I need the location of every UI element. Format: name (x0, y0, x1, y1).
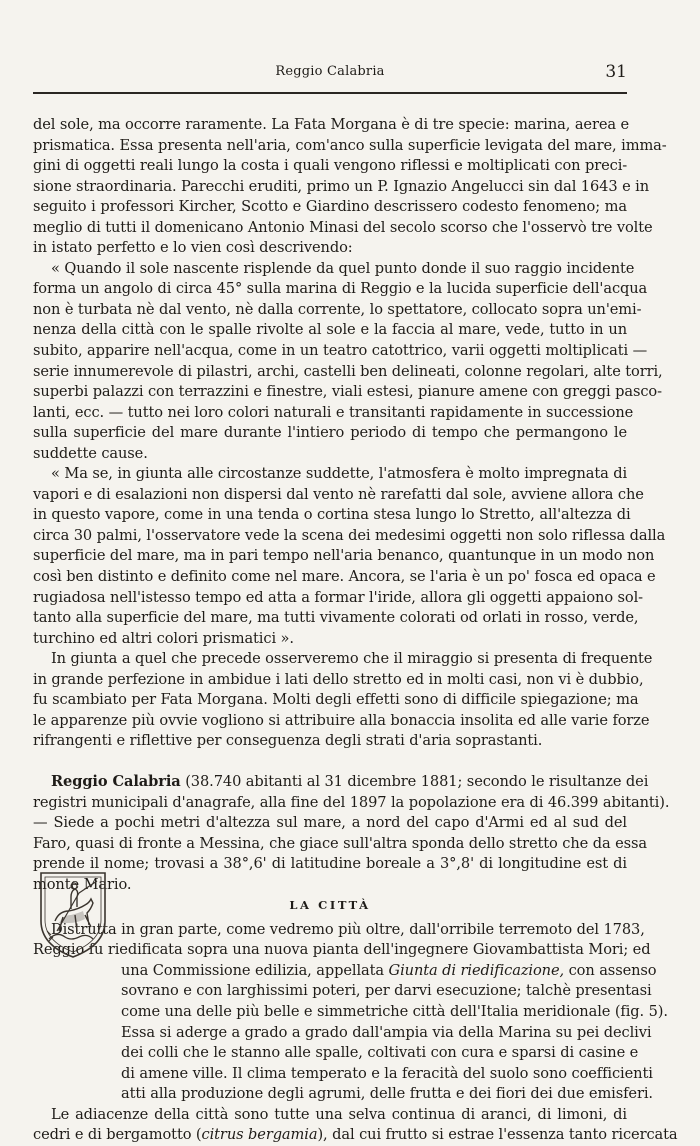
text-line: vapori e di esalazioni non dispersi dal vento nè rarefatti dal sole, avviene allora che (33, 485, 644, 503)
page-header (33, 62, 627, 86)
text-line: rifrangenti e riflettive per conseguenza degli strati d'aria soprastanti. (33, 732, 543, 750)
body-text (33, 115, 678, 1146)
text-line: meglio di tutti il domenicano Antonio Minasi del secolo scorso che l'osservò tre volte (33, 218, 653, 236)
section-heading: LA CITTÀ (289, 898, 371, 913)
text-line: rugiadosa nell'istesso tempo ed atta a formar l'iride, allora gli oggetti appaiono sol- (33, 588, 644, 606)
text-line: di amene ville. Il clima temperato e la feracità del suolo sono coefficienti (121, 1064, 653, 1082)
text-fragment: cedri e di bergamotto ( (33, 1126, 202, 1144)
text-line: serie innumerevole di pilastri, archi, castelli ben delineati, colonne regolari, alte torri, (33, 362, 663, 380)
text-line: forma un angolo di circa 45° sulla marina di Reggio e la lucida superficie dell'acqua (33, 280, 648, 298)
text-line: nenza della città con le spalle rivolte al sole e la faccia al mare, vede, tutto in un (33, 321, 627, 339)
text-line: così ben distinto e definito come nel mare. Ancora, se l'aria è un po' fosca ed opaca e (33, 568, 656, 586)
text-line (33, 772, 649, 793)
text-line: in questo vapore, come in una tenda o cortina stesa lungo lo Stretto, all'altezza di (33, 506, 631, 524)
text-fragment: una Commissione edilizia, appellata (121, 961, 389, 979)
text-line: non è turbata nè dal vento, nè dalla corrente, lo spettatore, collocato sopra un'emi- (33, 300, 642, 318)
text-line: In giunta a quel che precede osserveremo che il miraggio si presenta di frequente (51, 650, 653, 668)
text-line (33, 961, 657, 982)
text-line: circa 30 palmi, l'osservatore vede la scena dei medesimi oggetti non solo riflessa dalla (33, 526, 666, 544)
text-line: atti alla produzione degli agrumi, delle frutta e dei fiori dei due emisferi. (121, 1085, 653, 1103)
text-line: suddette cause. (33, 444, 148, 462)
coat-of-arms-icon (33, 865, 113, 961)
text-line: dei colli che le stanno alle spalle, coltivati con cura e sparsi di casine e (121, 1044, 639, 1062)
text-line (33, 1125, 678, 1146)
text-line: Reggio fu riedificata sopra una nuova pianta dell'ingegnere Giovambattista Mori; ed (33, 941, 651, 959)
text-line: « Quando il sole nascente risplende da quel punto donde il suo raggio incidente (51, 259, 635, 277)
text-line: sovrano e con larghissimi poteri, per darvi esecuzione; talchè presentasi (121, 982, 652, 1000)
text-line: fu scambiato per Fata Morgana. Molti degli effetti sono di difficile spiegazione; ma (33, 691, 639, 709)
text-line: monte Mario. (33, 875, 132, 893)
text-fragment: (38.740 abitanti al 31 dicembre 1881; secondo le risultanze dei (180, 772, 649, 790)
page-number: 31 (605, 62, 627, 82)
text-line: del sole, ma occorre raramente. La Fata Morgana è di tre specie: marina, aerea e (33, 116, 630, 133)
text-line: Essa si aderge a grado a grado dall'ampia via della Marina su pei declivi (121, 1023, 652, 1041)
text-line: superbi palazzi con terrazzini e finestre, viali estesi, pianure amene con greggi pasco- (33, 383, 662, 401)
text-line: Distrutta in gran parte, come vedremo più oltre, dall'orribile terremoto del 1783, (51, 920, 645, 938)
text-line: gini di oggetti reali lungo la costa i quali vengono riflessi e moltiplicati con preci- (33, 157, 628, 175)
text-line: tanto alla superficie del mare, ma tutti vivamente colorati od orlati in rosso, verde, (33, 609, 639, 627)
text-line: turchino ed altri colori prismatici ». (33, 629, 294, 647)
text-line: superficie del mare, ma in pari tempo nell'aria benanco, quantunque in un modo non (33, 547, 655, 565)
text-line: in istato perfetto e lo vien così descrivendo: (33, 239, 353, 257)
text-line: lanti, ecc. — tutto nei loro colori naturali e transitanti rapidamente in successione (33, 403, 634, 421)
text-line: Le adiacenze della città sono tutte una selva continua di aranci, di limoni, di (51, 1105, 627, 1123)
text-line: prismatica. Essa presenta nell'aria, com'anco sulla superficie levigata del mare, imma- (33, 136, 667, 154)
text-line: seguito i professori Kircher, Scotto e Giardino descrissero codesto fenomeno; ma (33, 198, 627, 216)
text-line: sione straordinaria. Parecchi eruditi, primo un P. Ignazio Angelucci sin dal 1643 e in (33, 177, 650, 195)
text-line: in grande perfezione in ambidue i lati dello stretto ed in molti casi, non vi è dubbio, (33, 670, 644, 688)
header-rule (33, 92, 627, 94)
text-fragment: ), dal cui frutto si estrae l'essenza tanto ricercata (317, 1126, 678, 1144)
paragraph-gap (33, 752, 627, 772)
text-fragment: con assenso (564, 961, 657, 979)
running-head: Reggio Calabria (275, 64, 385, 79)
text-line: registri municipali d'anagrafe, alla fine del 1897 la popolazione era di 46.399 abitanti). (33, 793, 670, 811)
text-line: le apparenze più ovvie vogliono si attribuire alla bonaccia insolita ed alle varie forze (33, 711, 650, 729)
bold-lead: Reggio Calabria (51, 772, 181, 790)
text-line: come una delle più belle e simmetriche città dell'Italia meridionale (fig. 5). (121, 1002, 668, 1020)
text-line: — Siede a pochi metri d'altezza sul mare, a nord del capo d'Armi ed al sud del (33, 814, 627, 832)
text-line: sulla superficie del mare durante l'intiero periodo di tempo che permangono le (33, 424, 627, 442)
text-line: subito, apparire nell'acqua, come in un teatro catottrico, varii oggetti moltiplicati — (33, 342, 648, 360)
italic-fragment: Giunta di riedificazione, (388, 961, 565, 979)
text-line: Faro, quasi di fronte a Messina, che giace sull'altra sponda dello stretto che da essa (33, 834, 648, 852)
text-line: « Ma se, in giunta alle circostanze suddette, l'atmosfera è molto impregnata di (51, 465, 628, 483)
text-line: prende il nome; trovasi a 38°,6' di latitudine boreale a 3°,8' di longitudine est di (33, 855, 627, 873)
italic-fragment: citrus bergamia (201, 1126, 318, 1144)
